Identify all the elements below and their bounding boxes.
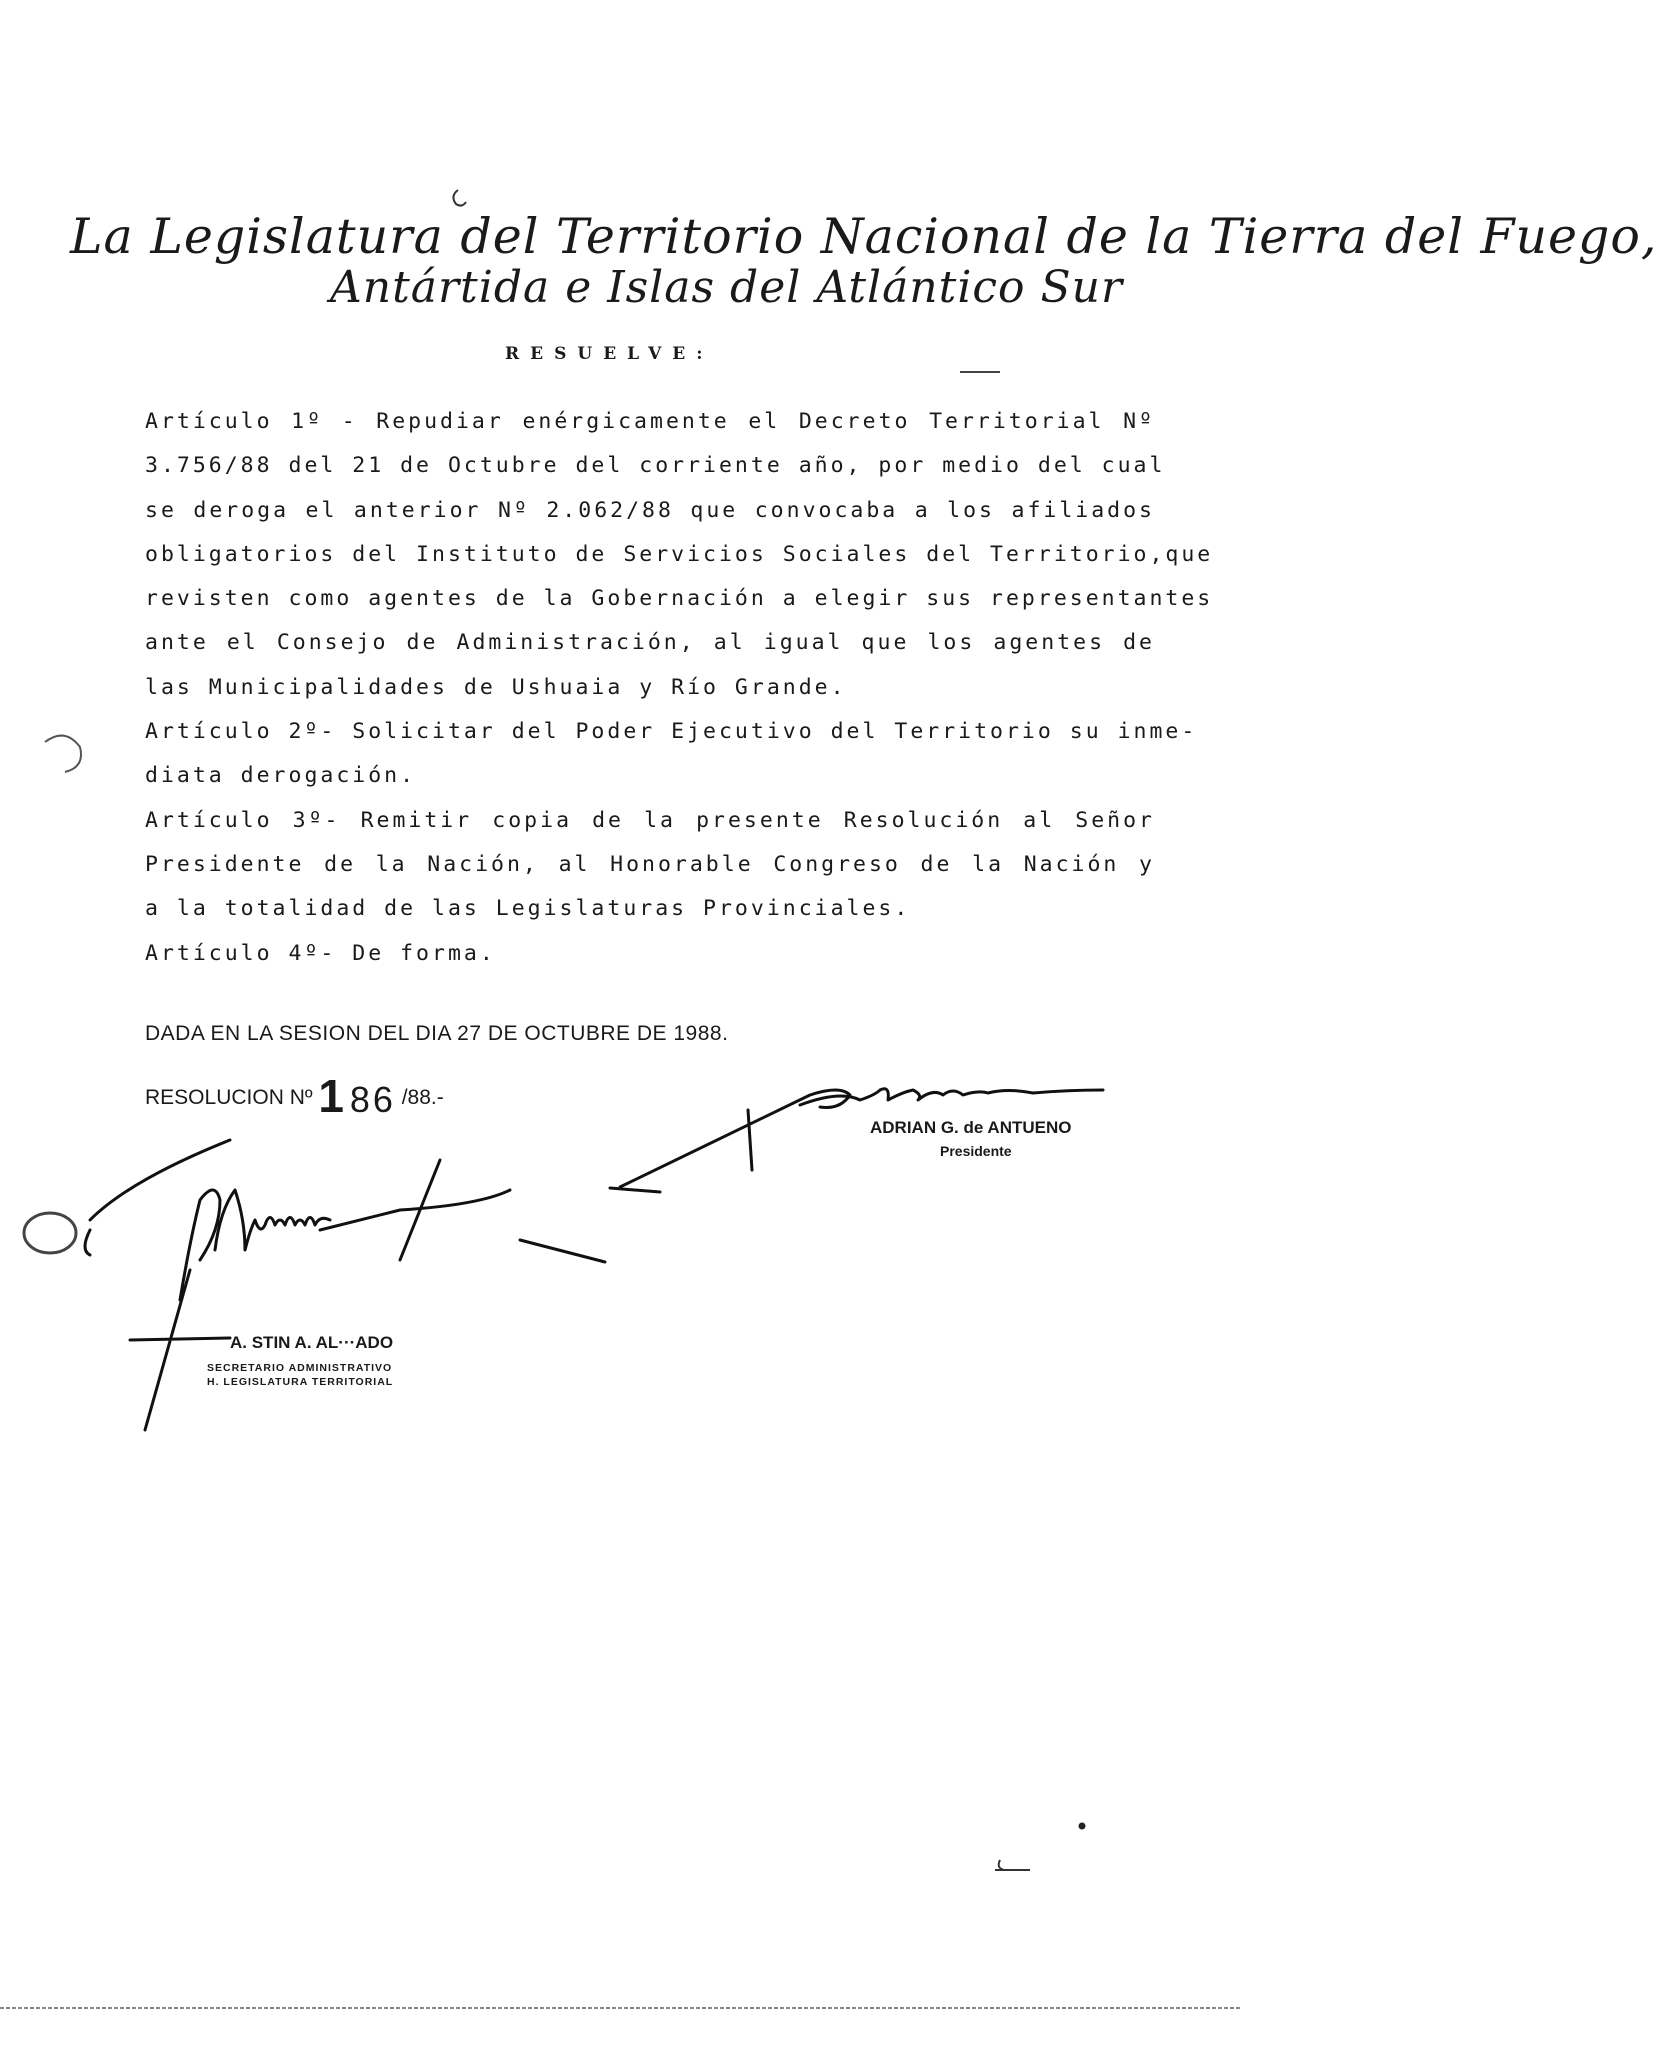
heading-line-1: La Legislatura del Territorio Nacional de la Tierra del Fuego, — [70, 208, 1657, 265]
article-1-line: las Municipalidades de Ushuaia y Río Grande. — [145, 674, 847, 700]
margin-mark-1 — [45, 736, 81, 772]
heading-line-2: Antártida e Islas del Atlántico Sur — [330, 262, 1124, 313]
secretary-title-line-2: H. LEGISLATURA TERRITORIAL — [207, 1376, 394, 1388]
resolution-number-stamp-2: 86 — [349, 1079, 396, 1120]
president-signature — [610, 1089, 1103, 1192]
resolution-number-stamp-1: 1 — [318, 1070, 344, 1122]
secretary-title-line-1: SECRETARIO ADMINISTRATIVO — [207, 1362, 393, 1374]
article-1-line: 3.756/88 del 21 de Octubre del corriente año, por medio del cual — [145, 453, 1166, 479]
article-1-line: ante el Consejo de Administración, al igual que los agentes de — [145, 630, 1155, 656]
bottom-dot — [1079, 1823, 1086, 1830]
resolution-prefix: RESOLUCION Nº — [145, 1086, 313, 1109]
article-2-line: diata derogación. — [145, 763, 417, 789]
article-1-line: revisten como agentes de la Gobernación a elegir sus representantes — [145, 586, 1214, 612]
session-date: DADA EN LA SESION DEL DIA 27 DE OCTUBRE DE 1988. — [145, 1022, 729, 1045]
article-1-line: se deroga el anterior Nº 2.062/88 que convocaba a los afiliados — [145, 497, 1155, 523]
article-1-line: obligatorios del Instituto de Servicios Sociales del Territorio,que — [145, 541, 1214, 567]
resolution-suffix: /88.- — [401, 1086, 444, 1109]
resuelve-heading: RESUELVE: — [505, 344, 714, 364]
article-3-line: Presidente de la Nación, al Honorable Congreso de la Nación y — [145, 851, 1155, 877]
article-3-line: Artículo 3º- Remitir copia de la presente Resolución al Señor — [145, 807, 1155, 833]
secretary-name: A. STIN A. AL···ADO — [230, 1333, 394, 1352]
article-4-line: Artículo 4º- De forma. — [145, 940, 496, 966]
binder-hole-mark — [24, 1213, 76, 1253]
president-name: ADRIAN G. de ANTUENO — [870, 1118, 1072, 1137]
article-2-line: Artículo 2º- Solicitar del Poder Ejecutivo del Territorio su inme- — [145, 719, 1198, 745]
article-1-line: Artículo 1º - Repudiar enérgicamente el Decreto Territorial Nº — [145, 409, 1155, 434]
secretary-signature — [85, 1140, 605, 1430]
heading-mark — [453, 190, 466, 206]
president-title: Presidente — [940, 1143, 1012, 1159]
bottom-mark-1 — [995, 1860, 1030, 1870]
article-3-line: a la totalidad de las Legislaturas Provinciales. — [145, 896, 911, 922]
